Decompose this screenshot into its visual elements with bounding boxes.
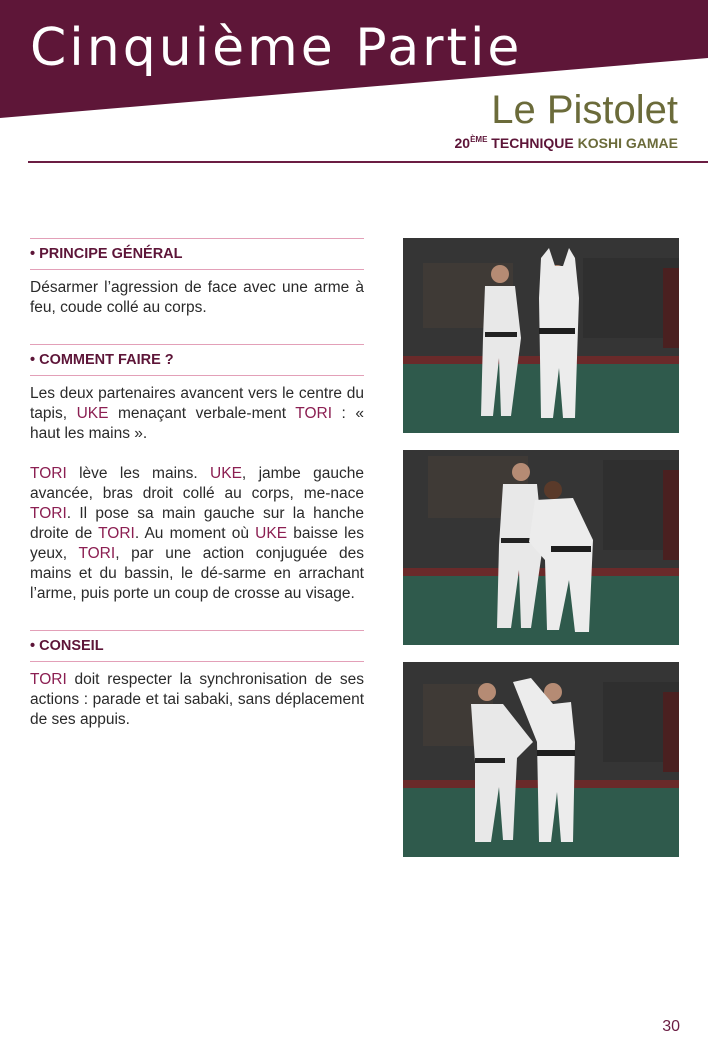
- section-heading: • COMMENT FAIRE ?: [30, 344, 364, 376]
- technique-subtitle: [455, 136, 679, 150]
- text-run: menaçant verbale-ment: [108, 405, 296, 422]
- text-run: baisse les yeux,: [30, 525, 364, 562]
- header-rule: [28, 161, 708, 163]
- section-paragraph: [30, 670, 364, 730]
- photo-step-2: [403, 450, 679, 645]
- text-run: Les deux partenaires avancent vers le centre du tapis,: [30, 385, 364, 422]
- text-run: Désarmer l’agression de face avec une arme à feu, coude collé au corps.: [30, 279, 364, 316]
- highlight-name: UKE: [76, 405, 109, 422]
- section-conseil: [30, 630, 364, 730]
- technique-suffix: ÈME: [470, 135, 488, 144]
- text-run: , jambe gauche avancée, bras droit collé au corps, me-nace: [30, 465, 364, 502]
- highlight-name: TORI: [30, 505, 67, 522]
- photo-step-1: [403, 238, 679, 433]
- text-run: . Au moment où: [134, 525, 256, 542]
- technique-number: 20: [454, 135, 471, 151]
- text-run: , par une action conjuguée des mains et du bassin, le dé-sarme en arrachant l’arme, puis porte un coup de crosse au visage.: [30, 545, 364, 602]
- section-heading: • CONSEIL: [30, 630, 364, 662]
- highlight-name: TORI: [295, 405, 333, 422]
- section-principe: [30, 238, 364, 318]
- highlight-name: UKE: [255, 525, 288, 542]
- text-run: . Il pose sa main gauche sur la hanche droite de: [30, 505, 364, 542]
- highlight-name: UKE: [210, 465, 242, 482]
- highlight-name: TORI: [78, 545, 116, 562]
- text-run: lève les mains.: [66, 465, 211, 482]
- section-comment-faire: [30, 344, 364, 604]
- text-run: doit respecter la synchronisation de ses actions : parade et tai sabaki, sans déplacement de ses appuis.: [30, 671, 364, 728]
- page-title: Le Pistolet: [491, 88, 678, 132]
- highlight-name: TORI: [30, 671, 67, 688]
- text-run: : « haut les mains ».: [30, 405, 365, 442]
- technique-name: KOSHI GAMAE: [577, 135, 678, 151]
- part-title: Cinquième Partie: [30, 18, 523, 78]
- section-paragraph: [30, 384, 364, 444]
- section-paragraph: [30, 278, 364, 318]
- section-heading: • PRINCIPE GÉNÉRAL: [30, 238, 364, 270]
- photo-step-3: [403, 662, 679, 857]
- section-paragraph: [30, 464, 364, 604]
- highlight-name: TORI: [98, 525, 135, 542]
- text-column: [30, 238, 364, 730]
- technique-label: TECHNIQUE: [487, 135, 574, 151]
- highlight-name: TORI: [30, 465, 67, 482]
- page-number: 30: [662, 1018, 680, 1035]
